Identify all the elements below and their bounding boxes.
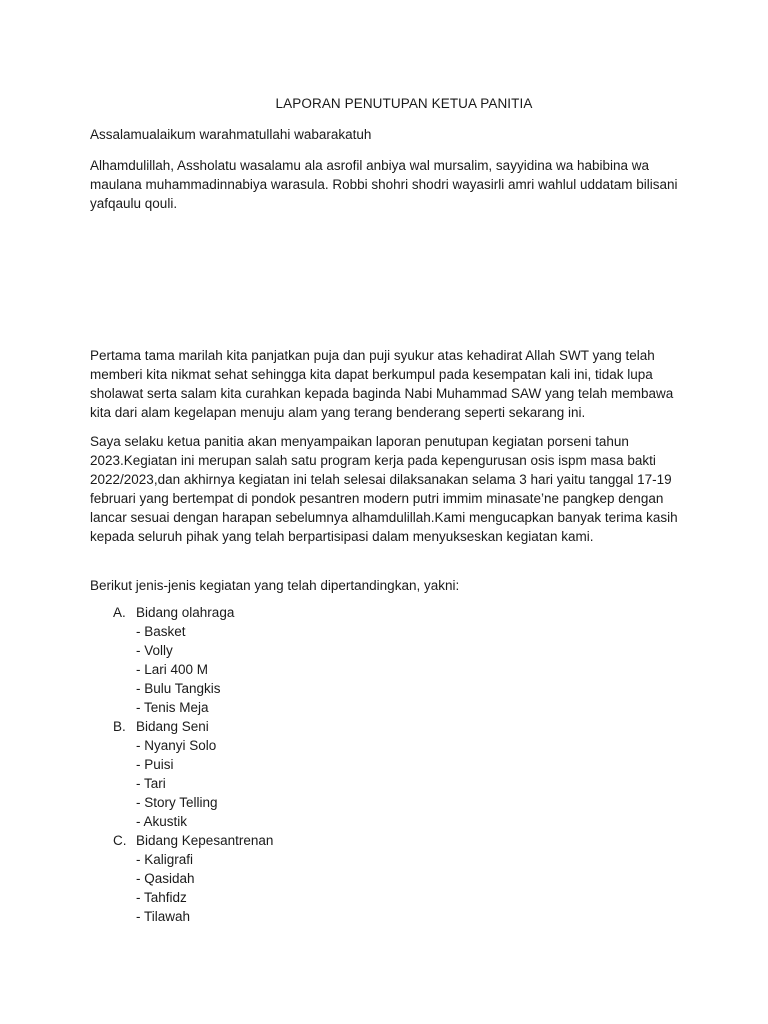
category-heading	[90, 831, 590, 850]
category-letter: C.	[113, 833, 127, 848]
greeting: Assalamualaikum warahmatullahi wabarakatuh	[90, 127, 372, 142]
category-kepesantrenan	[90, 831, 590, 926]
list-item: - Tenis Meja	[136, 700, 209, 715]
category-seni	[90, 717, 590, 831]
paragraph-gratitude: Pertama tama marilah kita panjatkan puja dan puji syukur atas kehadirat Allah SWT yang telah memberi kita nikmat sehat sehingga kita dapat berkumpul pada kesempatan kali ini, tidak lupa sholawat serta salam kita curahkan kepada baginda Nabi Muhammad SAW yang telah membawa kita dari alam kegelapan menuju alam yang terang benderang seperti sekarang ini.	[90, 348, 674, 420]
list-item: - Puisi	[136, 757, 174, 772]
paragraph-report: Saya selaku ketua panitia akan menyampaikan laporan penutupan kegiatan porseni tahun 2023.Kegiatan ini merupan salah satu program kerja pada kepengurusan osis ispm masa bakti 2022/2023,dan akhirnya kegiatan ini telah selesai dilaksanakan selama 3 hari yaitu tanggal 17-19 februari yang bertempat di pondok pesantren modern putri immim minasate’ne pangkep dengan lancar sesuai dengan harapan sebelumnya alhamdulillah.Kami mengucapkan banyak terima kasih kepada seluruh pihak yang telah berpartisipasi dalam menyukseskan kegiatan kami.	[90, 434, 678, 544]
category-heading	[90, 603, 590, 622]
category-letter: B.	[113, 719, 126, 734]
opening-paragraph: Alhamdulillah, Assholatu wasalamu ala asrofil anbiya wal mursalim, sayyidina wa habibina wa maulana muhammadinnabiya warasula. Robbi shohri shodri wayasirli amri wahlul uddatam bilisani yafqaulu qouli.	[90, 158, 678, 211]
category-letter: A.	[113, 605, 126, 620]
sub-list	[90, 850, 590, 926]
list-item: - Basket	[136, 624, 186, 639]
list-item: - Tari	[136, 776, 166, 791]
list-item: - Nyanyi Solo	[136, 738, 217, 753]
list-item: - Bulu Tangkis	[136, 681, 221, 696]
list-item: - Qasidah	[136, 871, 195, 886]
category-olahraga	[90, 603, 590, 717]
category-list	[90, 603, 590, 926]
list-item: - Tahfidz	[136, 890, 187, 905]
list-item: - Kaligrafi	[136, 852, 194, 867]
list-item: - Volly	[136, 643, 173, 658]
category-label: Bidang Kepesantrenan	[136, 833, 274, 848]
category-label: Bidang Seni	[136, 719, 209, 734]
category-heading	[90, 717, 590, 736]
list-intro: Berikut jenis-jenis kegiatan yang telah dipertandingkan, yakni:	[90, 578, 460, 593]
sub-list	[90, 622, 590, 717]
list-item: - Story Telling	[136, 795, 218, 810]
list-item: - Lari 400 M	[136, 662, 209, 677]
sub-list	[90, 736, 590, 831]
document-title: LAPORAN PENUTUPAN KETUA PANITIA	[275, 96, 533, 111]
list-item: - Akustik	[136, 814, 188, 829]
list-item: - Tilawah	[136, 909, 191, 924]
category-label: Bidang olahraga	[136, 605, 235, 620]
